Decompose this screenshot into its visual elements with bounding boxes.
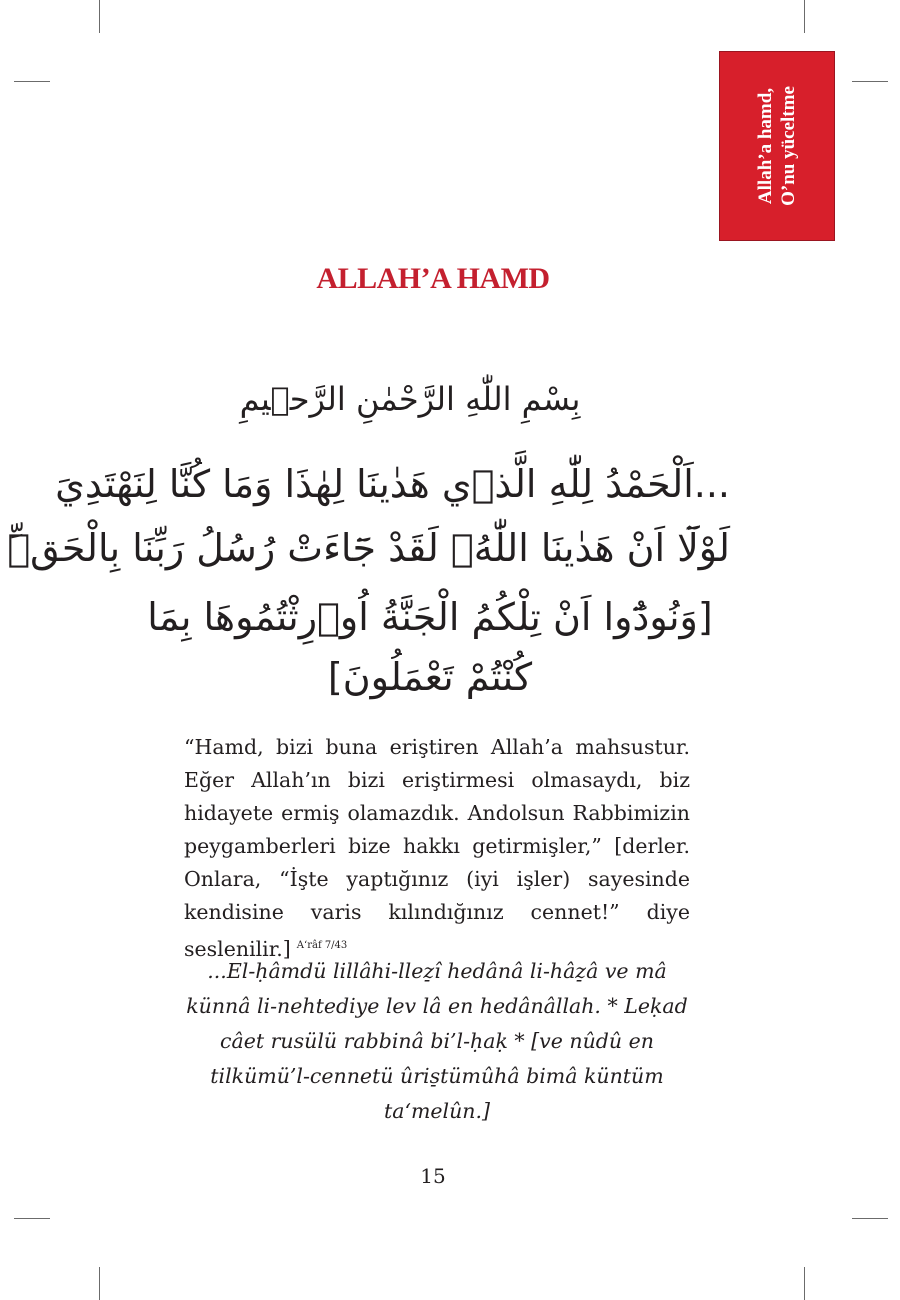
chapter-side-tab-label: [754, 86, 800, 206]
arabic-verse-line-2: لَوْلَٓا اَنْ هَدٰينَا اللّٰهُۚ لَقَدْ جَٓاءَتْ رُسُلُ رَبِّنَا بِالْحَقِّۜ: [7, 526, 730, 570]
crop-mark-right-upper: [852, 81, 888, 82]
verse-reference: A‘râf 7/43: [296, 940, 348, 951]
crop-mark-bottom-left: [99, 1267, 100, 1300]
crop-mark-right-lower: [852, 1218, 888, 1219]
chapter-side-tab: [719, 51, 835, 241]
verse-translation: [184, 731, 690, 966]
crop-mark-top-left: [99, 0, 100, 33]
chapter-side-tab-line-2: O’nu yüceltme: [778, 86, 799, 206]
verse-translation-text: “Hamd, bizi buna eriştiren Allah’a mahsustur. Eğer Allah’ın bizi eriştirmesi olmasaydı, biz hidayete ermiş olamazdık. Andolsun Rabbimizin peygamberleri bize hakkı getirmişler,” [derler. Onlara, “İşte yaptığınız (iyi işler) sayesinde kendisine varis kılındığınız cennet!” diye seslenilir.]: [184, 735, 690, 961]
page-title: ALLAH’A HAMD: [316, 262, 550, 295]
crop-mark-bottom-right: [804, 1267, 805, 1300]
crop-mark-left-lower: [14, 1218, 50, 1219]
arabic-verse-line-4: كُنْتُمْ تَعْمَلُونَ]: [327, 655, 533, 699]
arabic-verse-line-3: [وَنُودُٓوا اَنْ تِلْكُمُ الْجَنَّةُ اُو۫رِثْتُمُوهَا بِمَا: [147, 595, 713, 639]
basmala: بِسْمِ اللّٰهِ الرَّحْمٰنِ الرَّح۪يمِ: [239, 380, 581, 418]
crop-mark-top-right: [804, 0, 805, 33]
page-number: 15: [420, 1164, 446, 1188]
chapter-side-tab-line-1: Allah’a hamd,: [755, 87, 776, 205]
verse-transliteration: ...El-ḥâmdü lillâhi-llez̠î hedânâ li-hâz̠â ve mâ künnâ li-nehtediye lev lâ en hedânâllah. * Leḳad câet rusülü rabbinâ bi’l-ḥaḳ * [ve nûdû en tilkümü’l-cennetü ûris̠tümûhâ bimâ küntüm ta‘melûn.]: [186, 959, 688, 1123]
crop-mark-left-upper: [14, 81, 50, 82]
arabic-verse-line-1: ...اَلْحَمْدُ لِلّٰهِ الَّذ۪ي هَدٰينَا لِهٰذَا وَمَا كُنَّا لِنَهْتَدِيَ: [55, 462, 730, 506]
